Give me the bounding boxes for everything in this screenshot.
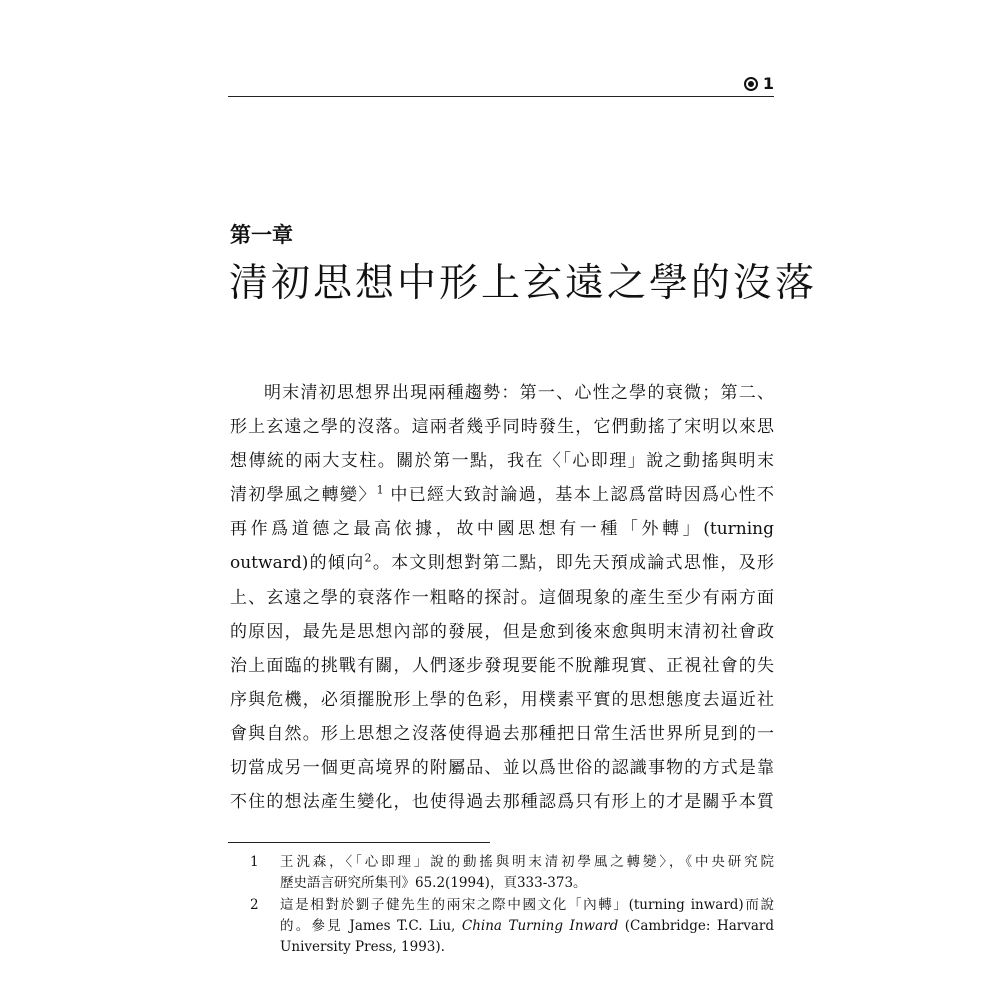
footnote-number: 1	[250, 854, 259, 870]
body-line: 再作爲道德之最高依據，故中國思想有一種「外轉」(turning	[230, 519, 774, 540]
footnote-1	[230, 852, 774, 894]
chapter-label: 第一章	[230, 223, 293, 247]
footnote-ref-2[interactable]: 2	[364, 551, 372, 565]
body-line: 上、玄遠之學的衰落作一粗略的探討。這個現象的產生至少有兩方面	[230, 587, 774, 608]
header-rule	[228, 96, 774, 97]
running-header	[728, 74, 774, 94]
bullseye-icon	[744, 77, 758, 91]
body-line: 的原因，最先是思想內部的發展，但是愈到後來愈與明末清初社會政	[230, 621, 774, 642]
body-line-segment: 清初學風之轉變〉	[230, 485, 377, 506]
footnotes	[230, 852, 774, 958]
page-number: 1	[762, 74, 774, 93]
body-line	[230, 478, 774, 512]
body-line: 明末清初思想界出現兩種趨勢：第一、心性之學的衰微；第二、	[264, 383, 774, 403]
footnote-line: 這是相對於劉子健先生的兩宋之際中國文化「內轉」(turning inward)而說	[280, 897, 774, 913]
body-line: 切當成另一個更高境界的附屬品、並以爲世俗的認識事物的方式是靠	[230, 758, 774, 779]
body-line: 序與危機，必須擺脫形上學的色彩，用樸素平實的思想態度去逼近社	[230, 689, 774, 710]
body-line: 形上玄遠之學的沒落。這兩者幾乎同時發生，它們動搖了宋明以來思	[230, 417, 774, 438]
body-line: 治上面臨的挑戰有關，人們逐步發現要能不脫離現實、正視社會的失	[230, 655, 774, 676]
body-line-segment: 。本文則想對第二點，即先天預成論式思惟，及形	[371, 553, 774, 574]
book-title: China Turning Inward	[461, 918, 619, 934]
footnote-line: 王汎森，〈「心即理」說的動搖與明末清初學風之轉變〉，《中央研究院	[280, 854, 774, 870]
body-line: 會與自然。形上思想之沒落使得過去那種把日常生活世界所見到的一	[230, 723, 774, 744]
footnote-line	[280, 916, 774, 937]
footnote-line: 歷史語言研究所集刊》65.2(1994)，頁333-373。	[280, 875, 587, 891]
footnote-line-segment: 的。參見 James T.C. Liu,	[280, 918, 462, 934]
body-line	[230, 546, 774, 580]
body-line: 不住的想法產生變化，也使得過去那種認爲只有形上的才是關乎本質	[230, 792, 774, 813]
footnote-2	[230, 895, 774, 958]
body-text	[230, 376, 774, 819]
footnote-number: 2	[250, 897, 259, 913]
chapter-title: 清初思想中形上玄遠之學的沒落	[229, 261, 818, 306]
footnote-ref-1[interactable]: 1	[376, 483, 384, 497]
body-line-segment: outward)的傾向	[230, 553, 365, 574]
footnote-line-segment: (Cambridge: Harvard	[618, 918, 774, 934]
body-line: 想傳統的兩大支柱。關於第一點，我在〈「心即理」說之動搖與明末	[230, 451, 774, 472]
footnote-line: University Press, 1993).	[280, 939, 445, 955]
body-line-segment: 中已經大致討論過，基本上認爲當時因爲心性不	[383, 485, 774, 506]
footnote-rule	[228, 842, 490, 843]
